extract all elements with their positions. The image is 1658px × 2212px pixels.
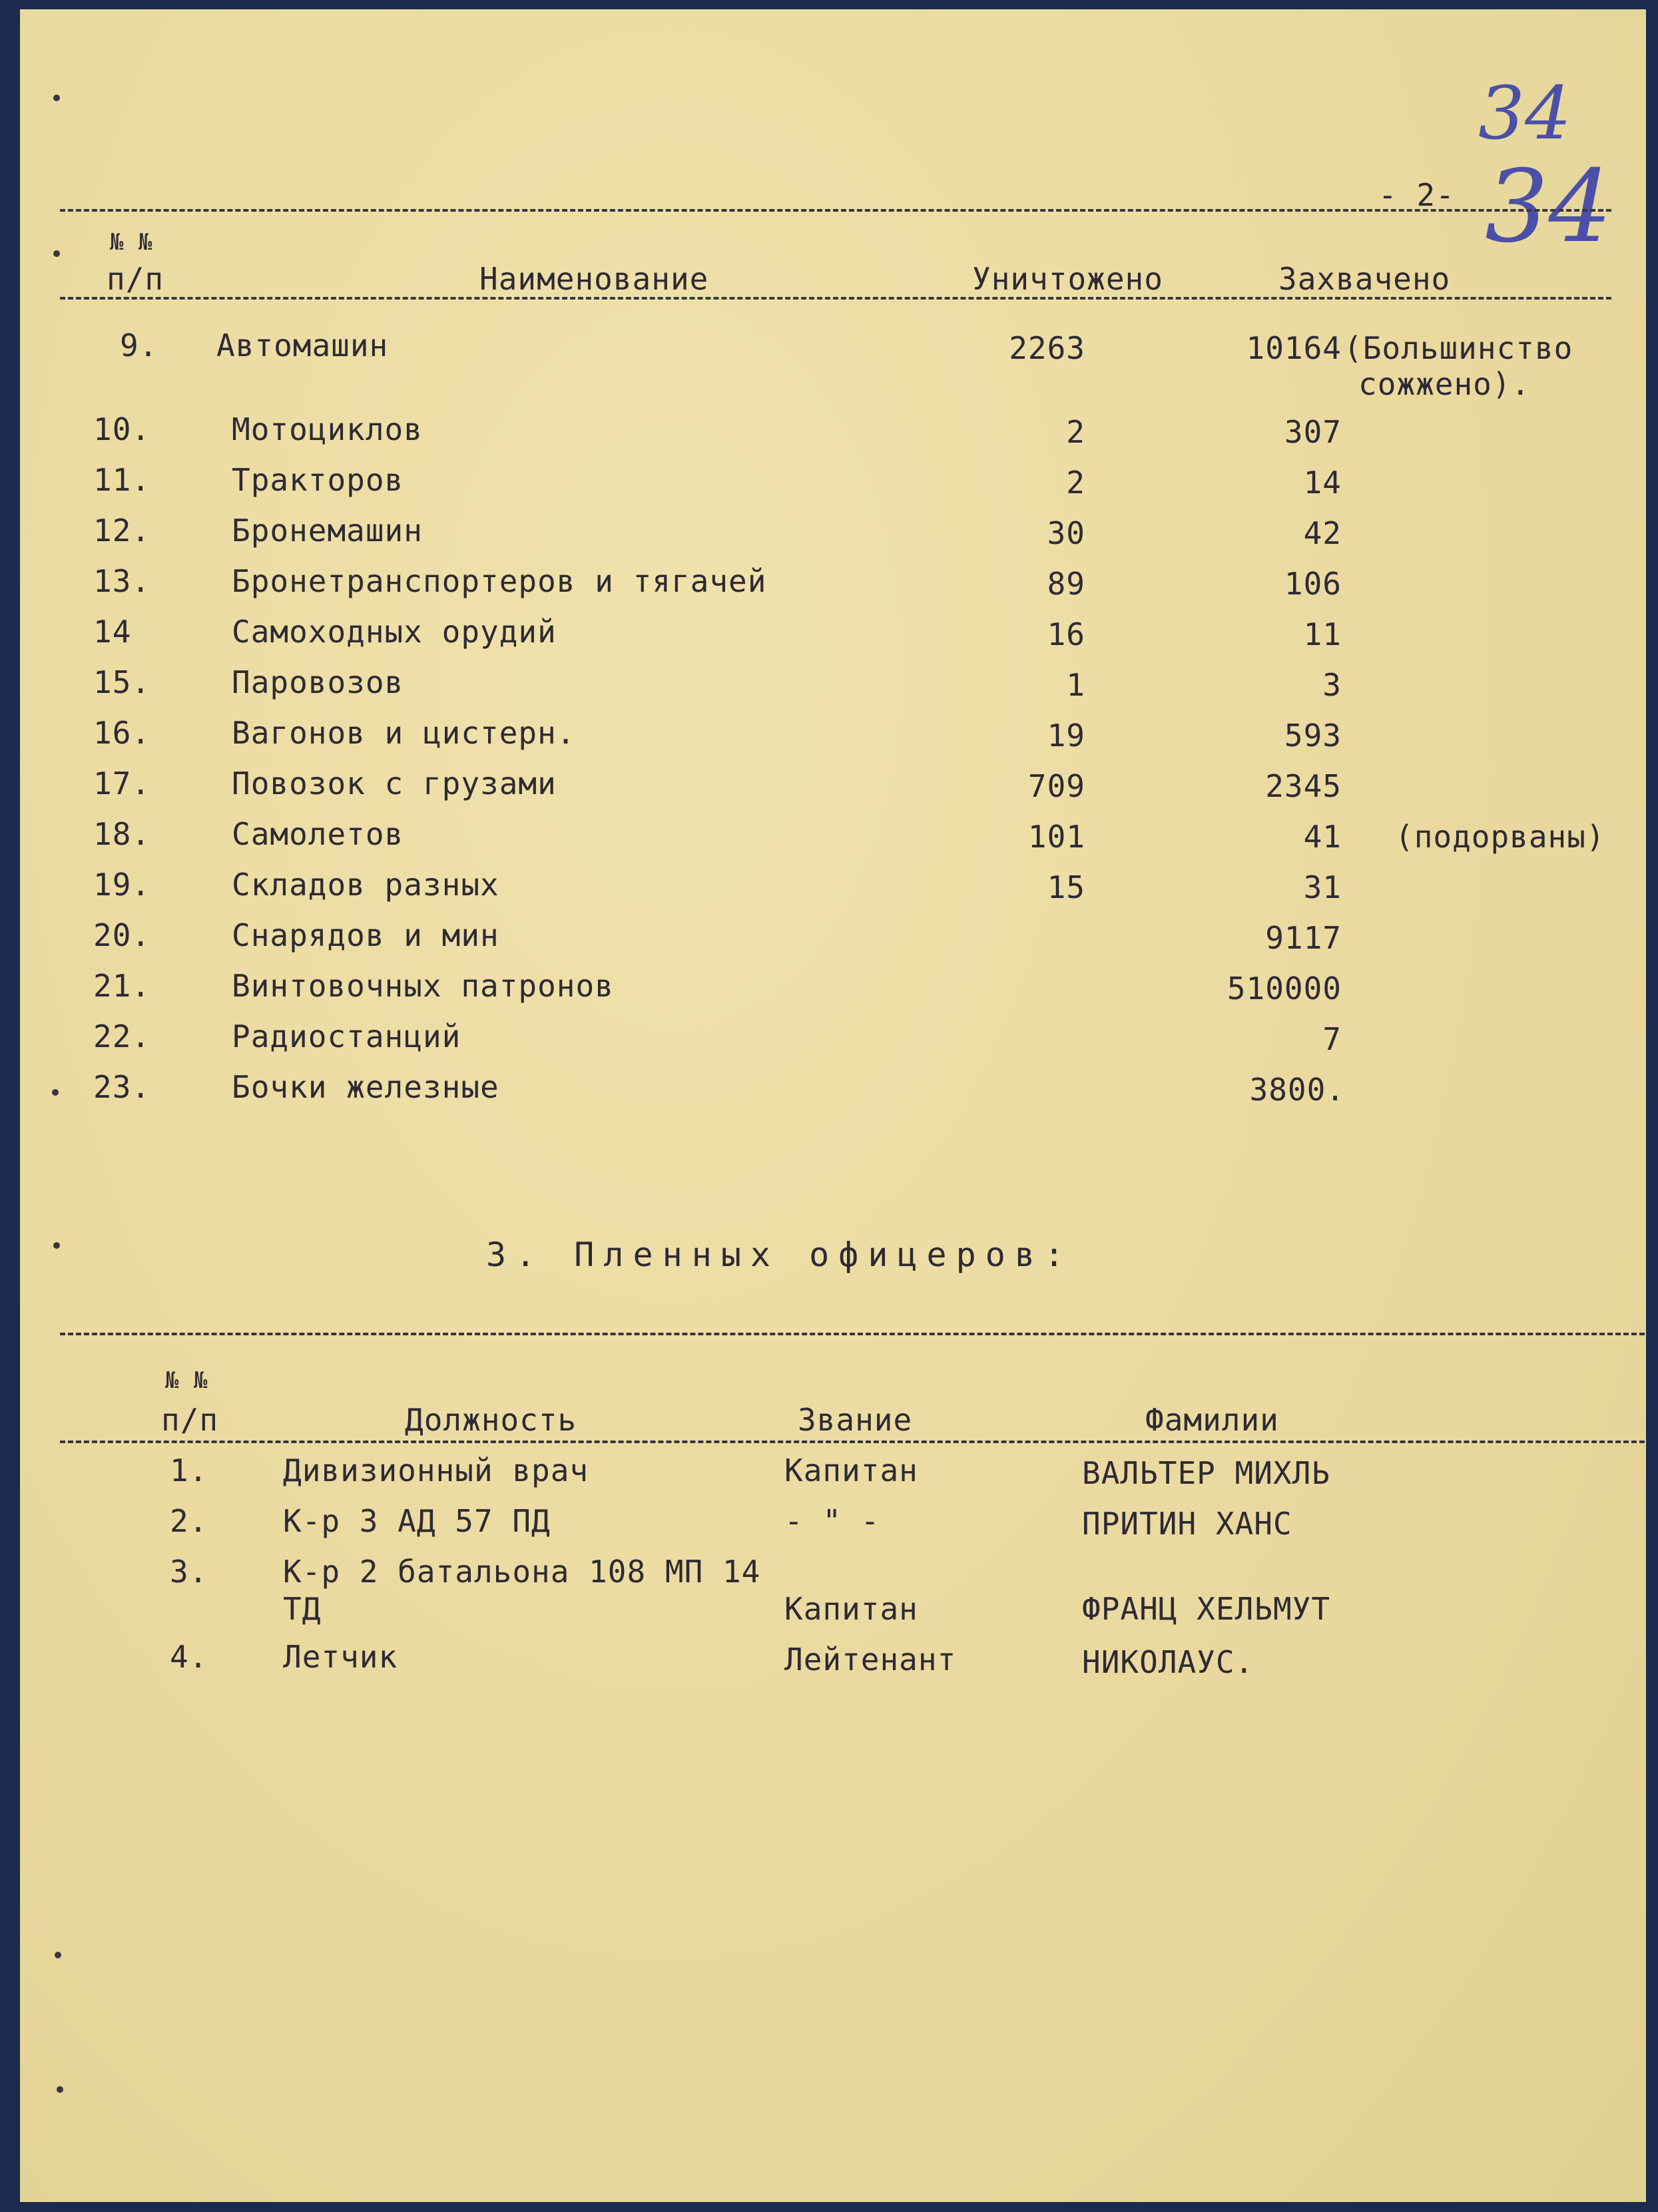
handwritten-folio-side: 34	[1485, 149, 1612, 265]
row-name: Бочки железные	[232, 1069, 499, 1105]
row-captured: 307	[1284, 414, 1342, 450]
row-name: Самолетов	[232, 816, 404, 852]
row-number: 9.	[120, 328, 158, 363]
row-number: 18.	[93, 816, 151, 852]
row-name: Самоходных орудий	[232, 614, 557, 650]
table2-header-rank: Звание	[798, 1402, 913, 1438]
table1-header-rule	[60, 297, 1611, 300]
row-destroyed: 2	[1066, 465, 1085, 501]
row-position-continued: ТД	[283, 1591, 322, 1627]
punch-hole	[55, 1952, 61, 1958]
row-name: Бронетранспортеров и тягачей	[232, 563, 767, 599]
row-number: 3.	[170, 1554, 208, 1590]
row-note-continued: сожжено).	[1358, 366, 1531, 402]
table1-header-destroyed: Уничтожено	[972, 261, 1163, 297]
row-captured: 41	[1303, 819, 1342, 855]
row-number: 12.	[93, 513, 151, 549]
row-captured: 11	[1303, 616, 1342, 652]
row-destroyed: 101	[1027, 819, 1085, 855]
row-surname: ФРАНЦ ХЕЛЬМУТ	[1082, 1591, 1331, 1627]
row-position: К-р 3 АД 57 ПД	[283, 1503, 551, 1539]
row-number: 16.	[93, 715, 151, 751]
row-rank: Капитан	[784, 1591, 918, 1627]
row-name: Повозок с грузами	[232, 766, 557, 801]
row-captured: 10164	[1246, 330, 1342, 366]
table1-header-captured: Захвачено	[1278, 261, 1451, 297]
row-captured: 2345	[1265, 768, 1342, 804]
row-number: 11.	[93, 462, 151, 498]
row-captured: 9117	[1265, 920, 1342, 956]
row-captured: 3	[1322, 667, 1342, 703]
row-number: 20.	[93, 917, 151, 953]
row-name: Складов разных	[232, 867, 499, 903]
row-number: 2.	[170, 1503, 208, 1539]
punch-hole	[53, 250, 60, 257]
row-name: Мотоциклов	[232, 411, 423, 447]
row-destroyed: 2	[1066, 414, 1085, 450]
row-name: Бронемашин	[232, 513, 423, 549]
page-number: - 2-	[1378, 177, 1455, 213]
row-destroyed: 2263	[1009, 330, 1085, 366]
row-name: Винтовочных патронов	[232, 968, 614, 1004]
row-number: 17.	[93, 766, 151, 801]
row-rank: Капитан	[784, 1452, 918, 1488]
row-surname: ВАЛЬТЕР МИХЛЬ	[1082, 1455, 1331, 1491]
table2-header-no: № №	[165, 1367, 208, 1394]
row-number: 14	[93, 614, 132, 650]
row-captured: 42	[1303, 515, 1342, 551]
row-number: 23.	[93, 1069, 151, 1105]
section-title: 3. Пленных офицеров:	[486, 1235, 1074, 1274]
row-name: Снарядов и мин	[232, 917, 499, 953]
row-number: 21.	[93, 968, 151, 1004]
row-captured: 510000	[1227, 971, 1342, 1006]
row-captured: 14	[1303, 465, 1342, 501]
table1-header-no: № №	[110, 229, 153, 256]
row-number: 19.	[93, 867, 151, 903]
row-number: 22.	[93, 1018, 151, 1054]
row-name: Тракторов	[232, 462, 404, 498]
row-number: 10.	[93, 411, 151, 447]
row-position: Дивизионный врач	[283, 1452, 589, 1488]
row-rank: - " -	[784, 1503, 880, 1539]
row-destroyed: 30	[1047, 515, 1085, 551]
row-note: (Большинство	[1344, 330, 1573, 366]
row-rank: Лейтенант	[784, 1642, 957, 1677]
row-name: Паровозов	[232, 664, 404, 700]
row-destroyed: 89	[1047, 566, 1085, 602]
row-name: Радиостанций	[232, 1018, 461, 1054]
row-captured: 7	[1322, 1021, 1342, 1057]
row-number: 4.	[170, 1639, 208, 1675]
row-captured: 3800.	[1249, 1072, 1345, 1108]
table2-header-surname: Фамилии	[1145, 1402, 1279, 1438]
row-number: 15.	[93, 664, 151, 700]
row-position: К-р 2 батальона 108 МП 14	[283, 1554, 761, 1590]
row-position: Летчик	[283, 1639, 398, 1675]
table2-header-rule	[60, 1440, 1645, 1443]
punch-hole	[52, 1089, 59, 1096]
row-captured: 31	[1303, 869, 1342, 905]
row-name: Вагонов и цистерн.	[232, 715, 576, 751]
row-captured: 106	[1284, 566, 1342, 602]
table1-header-name: Наименование	[479, 261, 709, 297]
row-number: 13.	[93, 563, 151, 599]
table2-header-pp: п/п	[161, 1402, 219, 1438]
table1-header-pp: п/п	[107, 261, 164, 297]
row-captured: 593	[1284, 718, 1342, 754]
table2-top-rule	[60, 1333, 1645, 1335]
punch-hole	[53, 95, 60, 101]
row-destroyed: 19	[1047, 718, 1085, 754]
document-page	[20, 9, 1646, 2202]
row-surname: НИКОЛАУС.	[1082, 1644, 1254, 1680]
table1-top-rule	[60, 209, 1611, 212]
punch-hole	[53, 1242, 60, 1249]
row-surname: ПРИТИН ХАНС	[1082, 1506, 1292, 1542]
row-number: 1.	[170, 1452, 208, 1488]
row-name: Автомашин	[216, 328, 389, 363]
table2-header-position: Должность	[405, 1402, 577, 1438]
punch-hole	[57, 2086, 63, 2093]
row-note: (подорваны)	[1395, 819, 1605, 855]
row-destroyed: 1	[1066, 667, 1085, 703]
row-destroyed: 15	[1047, 869, 1085, 905]
row-destroyed: 16	[1047, 616, 1085, 652]
row-destroyed: 709	[1027, 768, 1085, 804]
handwritten-folio-top: 34	[1478, 71, 1571, 156]
